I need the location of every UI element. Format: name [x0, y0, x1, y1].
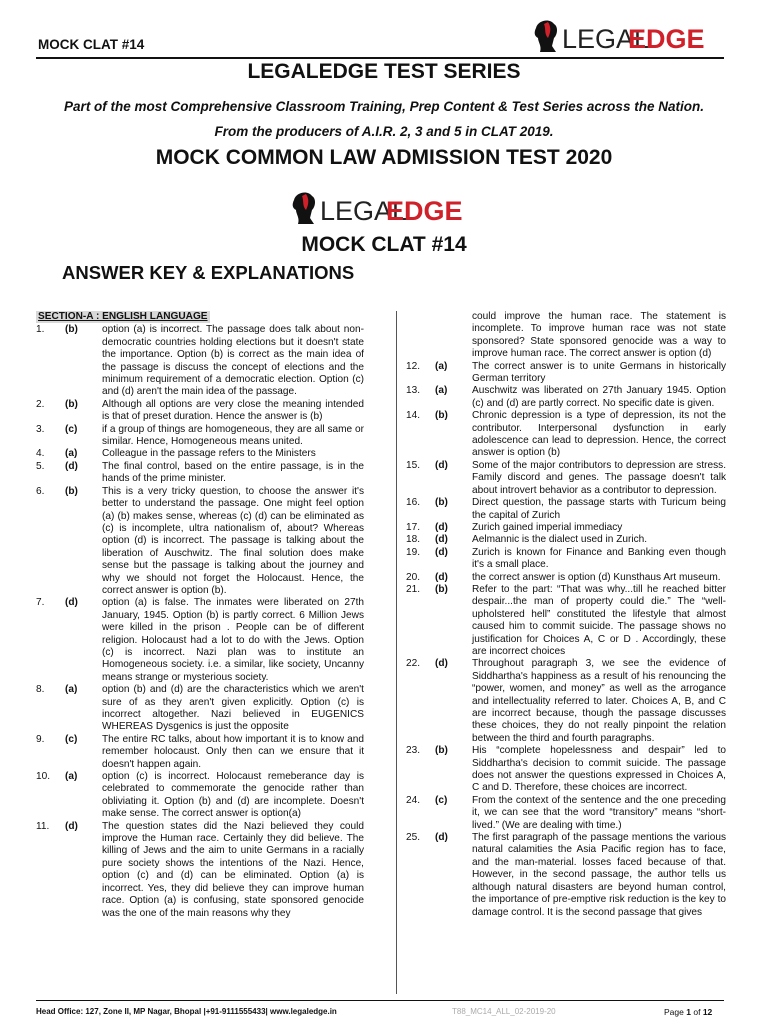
- answer-item: [406, 534, 726, 546]
- explanation-text: Direct question, the passage starts with Turicum being the capital of Zurich: [472, 497, 726, 521]
- answer-option: (c): [435, 794, 448, 806]
- explanation-text: option (a) is incorrect. The passage does talk about non- democratic countries holding elections but it doesn't state the importance. Option (b) is correct as the main idea of the passage is discuss the concept of elections and the minimum requirement of a democratic election. Option (c) and (d) aren't the main idea of the passage.: [102, 324, 364, 398]
- header-label: MOCK CLAT #14: [38, 37, 145, 52]
- answer-option: (d): [435, 534, 448, 546]
- question-number: 13.: [406, 385, 421, 397]
- legaledge-logo: [532, 14, 722, 58]
- brand-part1: LEGAL: [562, 24, 650, 54]
- answer-option: (b): [435, 583, 448, 595]
- question-number: 17.: [406, 521, 421, 533]
- answer-item: [36, 324, 364, 398]
- explanation-text: Some of the major contributors to depression are stress. Family discord and genes. The passage doesn't talk about introvert behavior as a contributor to depression.: [472, 459, 726, 496]
- answer-item: [36, 734, 364, 771]
- answer-item: [36, 399, 364, 424]
- explanation-text: Zurich gained imperial immediacy: [472, 521, 623, 533]
- answer-option: (a): [435, 360, 448, 372]
- answer-item: [406, 497, 726, 522]
- answer-item: [36, 424, 364, 449]
- answer-item: [406, 460, 726, 497]
- question-number: 5.: [36, 460, 45, 472]
- section-heading: SECTION-A : ENGLISH LANGUAGE: [38, 311, 208, 322]
- question-number: 12.: [406, 360, 421, 372]
- answer-option: (b): [435, 410, 448, 422]
- answer-item: [406, 385, 726, 410]
- explanation-text: if a group of things are homogeneous, they are all same or similar. Hence, Homogeneous means united.: [102, 423, 364, 448]
- page-number: Page 1 of 12: [664, 1007, 713, 1017]
- answer-item: [36, 597, 364, 684]
- answer-option: (c): [65, 733, 78, 745]
- question-number: 23.: [406, 745, 421, 757]
- explanation-text: Zurich is known for Finance and Banking even though it's a small place.: [472, 546, 726, 571]
- answer-item: [406, 584, 726, 658]
- question-number: 1.: [36, 324, 45, 336]
- continued-text: could improve the human race. The statement is incomplete. To improve human race was not state sponsored? State sponsored genocide was a way to improve human race. The correct answer is option (d): [472, 311, 726, 360]
- question-number: 2.: [36, 398, 45, 410]
- answer-option: (b): [65, 398, 78, 410]
- question-number: 21.: [406, 583, 421, 595]
- question-number: 14.: [406, 410, 421, 422]
- explanation-text: Colleague in the passage refers to the Ministers: [102, 448, 316, 460]
- question-number: 15.: [406, 459, 421, 471]
- left-column: [36, 311, 364, 920]
- explanation-text: The final control, based on the entire passage, is in the hands of the prime minister.: [102, 460, 364, 485]
- head-silhouette-icon: [293, 193, 315, 224]
- question-number: 20.: [406, 571, 421, 583]
- answer-item: [406, 410, 726, 460]
- answer-option: (d): [65, 460, 78, 472]
- question-number: 25.: [406, 832, 421, 844]
- answer-option: (d): [435, 571, 448, 583]
- explanation-text: option (c) is incorrect. Holocaust remeberance day is celebrated to commemorate the genocide rather than obliviating it. Option (b) and (d) are incomplete. Doesn't make sense. The correct answer is option(a): [102, 771, 364, 820]
- series-title: LEGALEDGE TEST SERIES: [247, 60, 521, 83]
- answer-item: [406, 522, 726, 534]
- answer-item: [36, 461, 364, 486]
- answer-item: [406, 795, 726, 832]
- answer-list-right: [406, 361, 726, 919]
- answer-option: (d): [65, 820, 78, 832]
- answer-option: (b): [435, 497, 448, 509]
- question-number: 11.: [36, 820, 50, 832]
- brand-part1: LEGAL: [320, 196, 408, 226]
- answer-option: (d): [435, 546, 448, 558]
- explanation-text: Although all options are very close the meaning intended is that of preset duration. Hence the answer is (b): [102, 398, 364, 423]
- explanation-text: option (b) and (d) are the characteristics which we aren't sure of as they aren't given explicitly. Option (c) is incorrect altogether. Nazi believed in EUGENICS WHEREAS Dysgenics is just the opposite: [102, 684, 364, 733]
- explanation-text: option (a) is false. The inmates were liberated on 27th January, 1945. Option (b) is partly correct. 6 Million Jews were killed in the prison . People can be of different religion. Holocaust had a lot to do with the Jews. Option (c) is incorrect. Nazi plan was to institute an Homogeneous society. i.e. a similar, like society, Uncanny means strange or mysterious society.: [102, 597, 364, 683]
- explanation-text: The entire RC talks, about how important it is to know and remember holocaust. Only then can we ensure that it doesn't happen again.: [102, 733, 364, 770]
- answer-option: (d): [435, 459, 448, 471]
- answer-option: (d): [435, 521, 448, 533]
- answer-option: (d): [435, 832, 448, 844]
- right-column: [406, 311, 726, 919]
- answer-option: (b): [65, 485, 78, 497]
- column-divider: [396, 311, 397, 994]
- explanation-text: The question states did the Nazi believed they could improve the Human race. Certainly they did believe. The killing of Jews and the aim to unite Germans in a racially pure society shows the intentions of the Nazi. Hence, option (c) and (d) can be eliminated. Option (a) is incorrect. Yes, they did believe they can improve human race. Option (a) is confusing, state sponsored genocide was the one of the main reasons why they: [102, 820, 364, 919]
- explanation-text: His “complete hopelessness and despair” led to Siddhartha's decision to commit suicide. The passage does not answer the questions expressed in Choices A, C and D. Therefore, these choices are incorrect.: [472, 745, 726, 794]
- explanation-text: Throughout paragraph 3, we see the evidence of Siddhartha's happiness as a result of his renouncing the “power, women, and money” as well as the arrogance and intellectuality referred to later. Choices A, B, and C are incorrect because, though the passage discusses these choices, they do not really pinpoint the relation between the third and fourth paragraphs.: [472, 658, 726, 744]
- question-number: 3.: [36, 423, 45, 435]
- footer-office: Head Office: 127, Zone II, MP Nagar, Bhopal |+91-9111555433| www.legaledge.in: [36, 1007, 337, 1016]
- answer-option: (b): [435, 745, 448, 757]
- answer-key-title: ANSWER KEY & EXPLANATIONS: [62, 262, 355, 283]
- explanation-text: This is a very tricky question, to choose the answer it's better to understand the passage. One might feel option (a) (b) makes sense, whereas (c) (d) can be eliminated as (c) is incomplete, ultra nationalism of, about? Whereas option (d) is incorrect. The passage is talking about the liberation of Auschwitz. The final solution does make sense but the passage is talking about the journey and why we should not forget the Holocaust. Hence, the correct answer is option (b).: [102, 485, 364, 596]
- question-number: 4.: [36, 448, 45, 460]
- answer-item: [406, 361, 726, 386]
- answer-item: [36, 821, 364, 920]
- question-number: 6.: [36, 485, 45, 497]
- answer-option: (a): [65, 684, 78, 696]
- head-silhouette-icon: [535, 21, 557, 52]
- question-number: 24.: [406, 794, 421, 806]
- header-rule: [36, 57, 724, 59]
- answer-item: [406, 658, 726, 745]
- explanation-text: The first paragraph of the passage mentions the various natural calamities the Asia Pacific region has to face, and the man-material. losses faced because of that. However, in the second passage, the author tells us although natural disasters are beyond human control, the importance of pre-emptive risk reduction is the key to damage control. It is the second passage that gives: [472, 832, 726, 918]
- question-number: 10.: [36, 771, 51, 783]
- answer-item: [36, 771, 364, 821]
- tagline-2: From the producers of A.I.R. 2, 3 and 5 in CLAT 2019.: [214, 124, 554, 139]
- explanation-text: Refer to the part: “That was why...till he reached bitter despair...the man of property could die.” The “well-upholstered hell” constituted the lifestyle that almost caused him to commit suicide. The passage shows no justification for Choices A, C or D . Accordingly, these are incorrect choices: [472, 583, 726, 657]
- test-title: MOCK COMMON LAW ADMISSION TEST 2020: [155, 146, 613, 169]
- answer-option: (d): [435, 658, 448, 670]
- answer-option: (a): [65, 448, 78, 460]
- explanation-text: The correct answer is to unite Germans in historically German territory: [472, 360, 726, 385]
- answer-option: (c): [65, 423, 78, 435]
- answer-option: (a): [435, 385, 448, 397]
- question-number: 8.: [36, 684, 45, 696]
- question-number: 19.: [406, 546, 421, 558]
- brand-part2: EDGE: [628, 24, 705, 54]
- answer-option: (b): [65, 324, 78, 336]
- question-number: 16.: [406, 497, 421, 509]
- brand-part2: EDGE: [386, 196, 463, 226]
- question-number: 9.: [36, 733, 45, 745]
- explanation-text: Chronic depression is a type of depression, its not the contributor. Interpersonal dysfunction in early adolescence can lead to depression. Hence, the correct answer is option (b): [472, 410, 726, 459]
- answer-option: (d): [65, 597, 78, 609]
- footer-rule: [36, 1000, 724, 1001]
- answer-item: [36, 486, 364, 598]
- answer-item: [406, 745, 726, 795]
- answer-option: (a): [65, 771, 78, 783]
- answer-list-left: [36, 324, 364, 920]
- question-number: 22.: [406, 658, 421, 670]
- answer-item: [406, 832, 726, 919]
- tagline-1: Part of the most Comprehensive Classroom Training, Prep Content & Test Series across the Nation.: [64, 99, 704, 114]
- footer-code: T88_MC14_ALL_02-2019-20: [452, 1007, 556, 1016]
- mock-title: MOCK CLAT #14: [301, 233, 467, 256]
- explanation-text: the correct answer is option (d) Kunsthaus Art museum.: [472, 571, 721, 583]
- answer-item: [406, 547, 726, 572]
- answer-item: [406, 572, 726, 584]
- legaledge-logo-center: [290, 186, 480, 230]
- answer-item: [36, 684, 364, 734]
- explanation-text: From the context of the sentence and the one preceding it, we can see that the word “transitory” means “short-lived.” (We are dealing with time.): [472, 794, 726, 831]
- question-number: 7.: [36, 597, 45, 609]
- explanation-text: Aelmannic is the dialect used in Zurich.: [472, 534, 648, 546]
- answer-item: [36, 448, 364, 460]
- question-number: 18.: [406, 534, 421, 546]
- explanation-text: Auschwitz was liberated on 27th January 1945. Option (c) and (d) are partly correct. No specific date is given.: [472, 385, 726, 409]
